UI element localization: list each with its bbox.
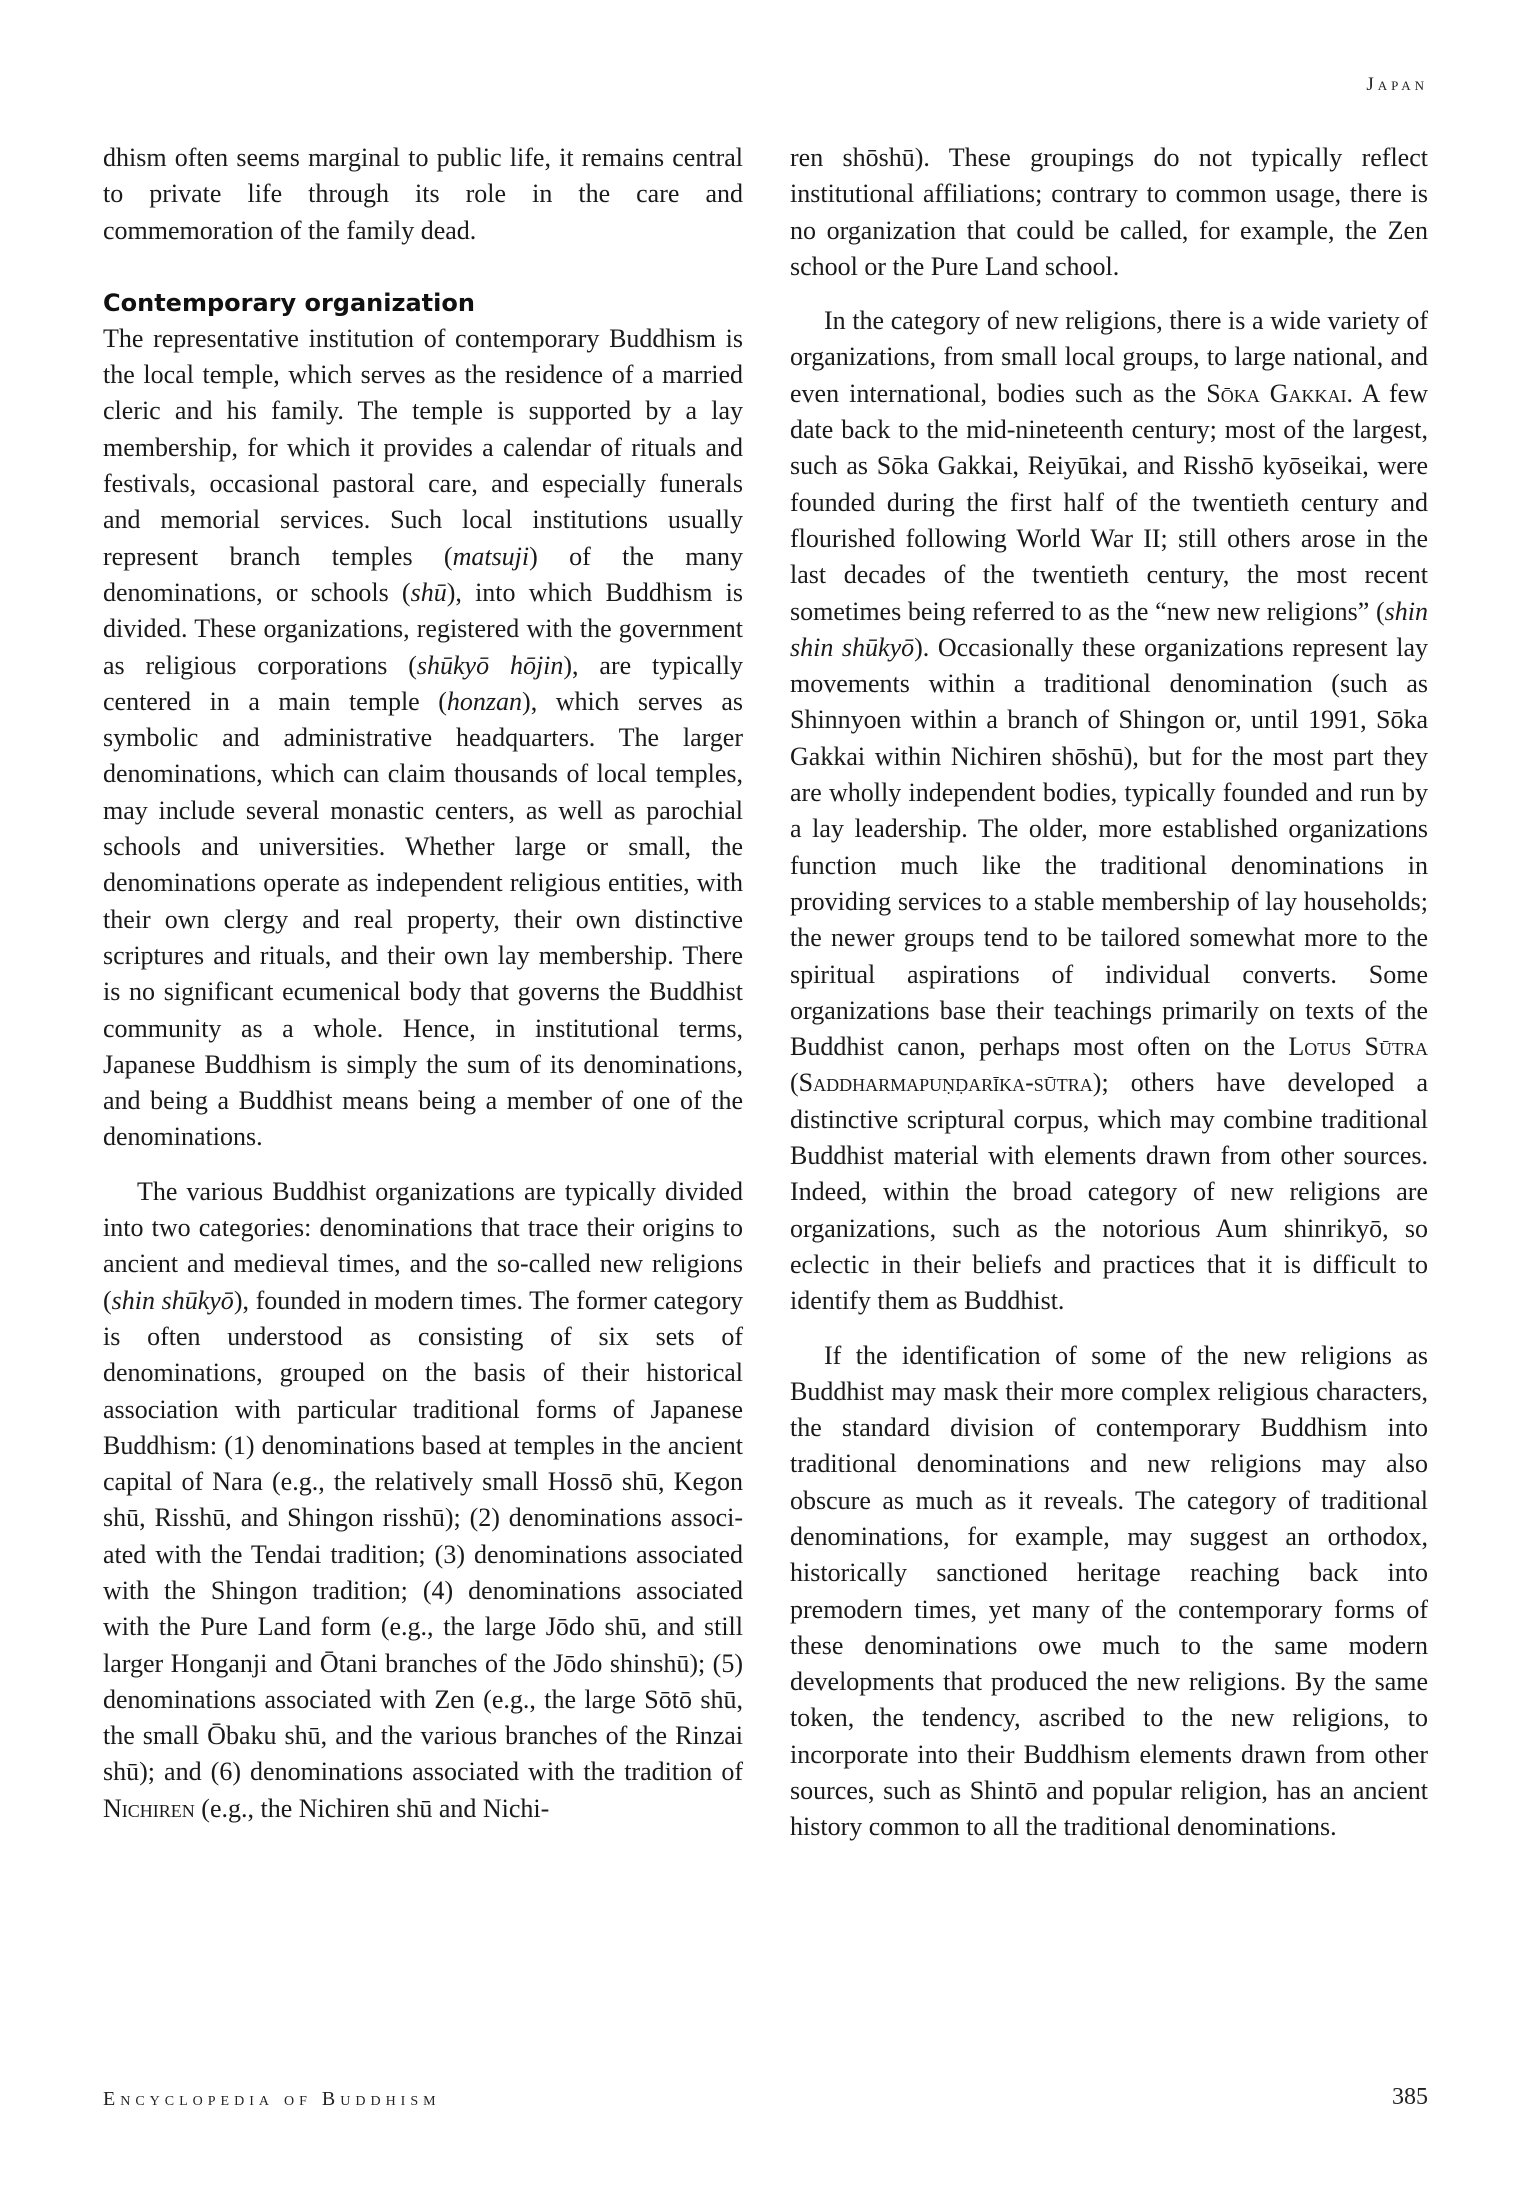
footer-book-title: Encyclopedia of Buddhism [103, 2088, 441, 2110]
cross-reference-link[interactable]: Lotus Sūtra (Saddharmapuṇḍarīka-sūtra) [790, 1032, 1428, 1098]
footer-page-number: 385 [1392, 2084, 1428, 2110]
section-heading: Contemporary organization [103, 288, 475, 317]
paragraph-continued: dhism often seems marginal to public life, it remains central to private life through its role in the care and commemoration of the family dead. [103, 143, 743, 245]
italic-term: shin shin shūkyō [790, 596, 1428, 662]
text-run: ). Occasionally these organizations represent lay movements within a traditional denomination (such as Shinnyoen within a branch of Shingon or, until 1991, Sōka Gakkai within Nichiren shōshū), but for the most part they are wholly independent bodies, typically founded and run by a lay leadership. The older, more established organizations function much like the traditional denominations in providing services to a stable membership of lay households; the newer groups tend to be tailored somewhat more to the spiritual aspirations of individual converts. Some organizations base their teachings primarily on texts of the Buddhist canon, perhaps most often on the [790, 632, 1428, 1062]
text-run: The various Buddhist organizations are typically divided into two categories: denominations that trace their origins to ancient and medieval times, and the so-called new religions ( [103, 1176, 743, 1315]
italic-term: matsuji [452, 541, 530, 571]
italic-term: shūkyō hōjin [416, 650, 564, 680]
text-run: ), founded in modern times. The former category is often understood as consisting of six sets of denominations, grouped on the basis of their historical association with particular traditional forms of Japanese Buddhism: (1) denominations based at temples in the ancient capital of Nara (e.g., the relatively small Hossō shū, Kegon shū, Risshū, and Shingon risshū); (2) denominations associated with the Tendai tradition; (3) denominations associated with the Shingon tradition; (4) denominations associated with the Pure Land form (e.g., the large Jōdo shū, and still larger Honganji and Ōtani branches of the Jōdo shinshū); (5) denominations associated with Zen (e.g., the large Sōtō shū, the small Ōbaku shū, and the various branches of the Rinzai shū); and (6) denominations associated with the tradition of [103, 1285, 743, 1787]
text-run: ) of the many denominations, or schools ( [103, 541, 744, 607]
text-run: ), which serves as symbolic and administrative headquarters. The larger denominations, which can claim thousands of local temples, may include several monastic centers, as well as parochial schools and universities. Whether large or small, the denominations operate as independent religious entities, with their own clergy and real property, their own distinctive scriptures and rituals, and their own lay membership. There is no significant ecumenical body that governs the Buddhist community as a whole. Hence, in institutional terms, Japanese Buddhism is simply the sum of its denominations, and being a Buddhist means being a member of one of the denominations. [103, 686, 744, 1152]
cross-reference-link[interactable]: Nichiren [103, 1793, 195, 1823]
text-run: ), into which Buddhism is divided. These organizations, registered with the government as religious corporations ( [103, 577, 743, 680]
italic-term: shin shūkyō [111, 1285, 234, 1315]
paragraph-organization [103, 321, 743, 1156]
text-run: ; others have developed a distinctive scriptural corpus, which may combine traditional Buddhist material with elements drawn from other sources. Indeed, within the broad category of new religions are organizations, such as the notorious Aum shinrikyō, so eclectic in their beliefs and practices that it is difficult to identify them as Buddhist. [790, 1068, 1428, 1316]
text-run: . A few date back to the mid-nineteenth century; most of the largest, such as Sōka Gakkai, Reiyūkai, and Risshō kyōseikai, were founded during the first half of the twentieth century and flourished following World War II; still others arose in the last decades of the twentieth century, the most recent sometimes being referred to as the “new new religions” ( [790, 378, 1428, 626]
text-run: In the category of new religions, there is a wide variety of organizations, from small local groups, to large national, and even international, bodies such as the [790, 306, 1428, 408]
text-run: The representative institution of contemporary Buddhism is the local temple, which serves as the residence of a married cleric and his family. The temple is supported by a lay membership, for which it provides a calendar of rituals and festivals, occasional pastoral care, and especially funerals and memorial services. Such local institutions usually represent branch temples ( [103, 323, 743, 571]
left-column [103, 140, 743, 1827]
right-column [790, 140, 1428, 1846]
italic-term: honzan [446, 686, 523, 716]
running-head-title: Japan [1366, 74, 1428, 95]
paragraph-identification: If the identification of some of the new religions as Buddhist may mask their more complex religious characters, the standard division of contemporary Buddhism into traditional denominations and new religions may also obscure as much as it reveals. The category of traditional denominations, for example, may suggest an orthodox, historically sanctioned heritage reaching back into premodern times, yet many of the contemporary forms of these denominations owe much to the same modern developments that produced the new religions. By the same token, the tendency, ascribed to the new religions, to incorporate into their Buddhism elements drawn from other sources, such as Shintō and popular religion, has an ancient history common to all the traditional denominations. [790, 1340, 1428, 1842]
text-run: ), are typically centered in a main temple ( [103, 650, 743, 716]
italic-term: shū [410, 577, 447, 607]
paragraph-categories [103, 1174, 743, 1827]
cross-reference-link[interactable]: Sōka Gakkai [1206, 378, 1347, 408]
paragraph-new-religions [790, 303, 1428, 1319]
text-run: (e.g., the Nichiren shū and Nichi- [194, 1793, 550, 1823]
paragraph-continued-right: ren shōshū). These groupings do not typically reflect institutional affiliations; contrary to common usage, there is no organization that could be called, for example, the Zen school or the Pure Land school. [790, 143, 1428, 281]
